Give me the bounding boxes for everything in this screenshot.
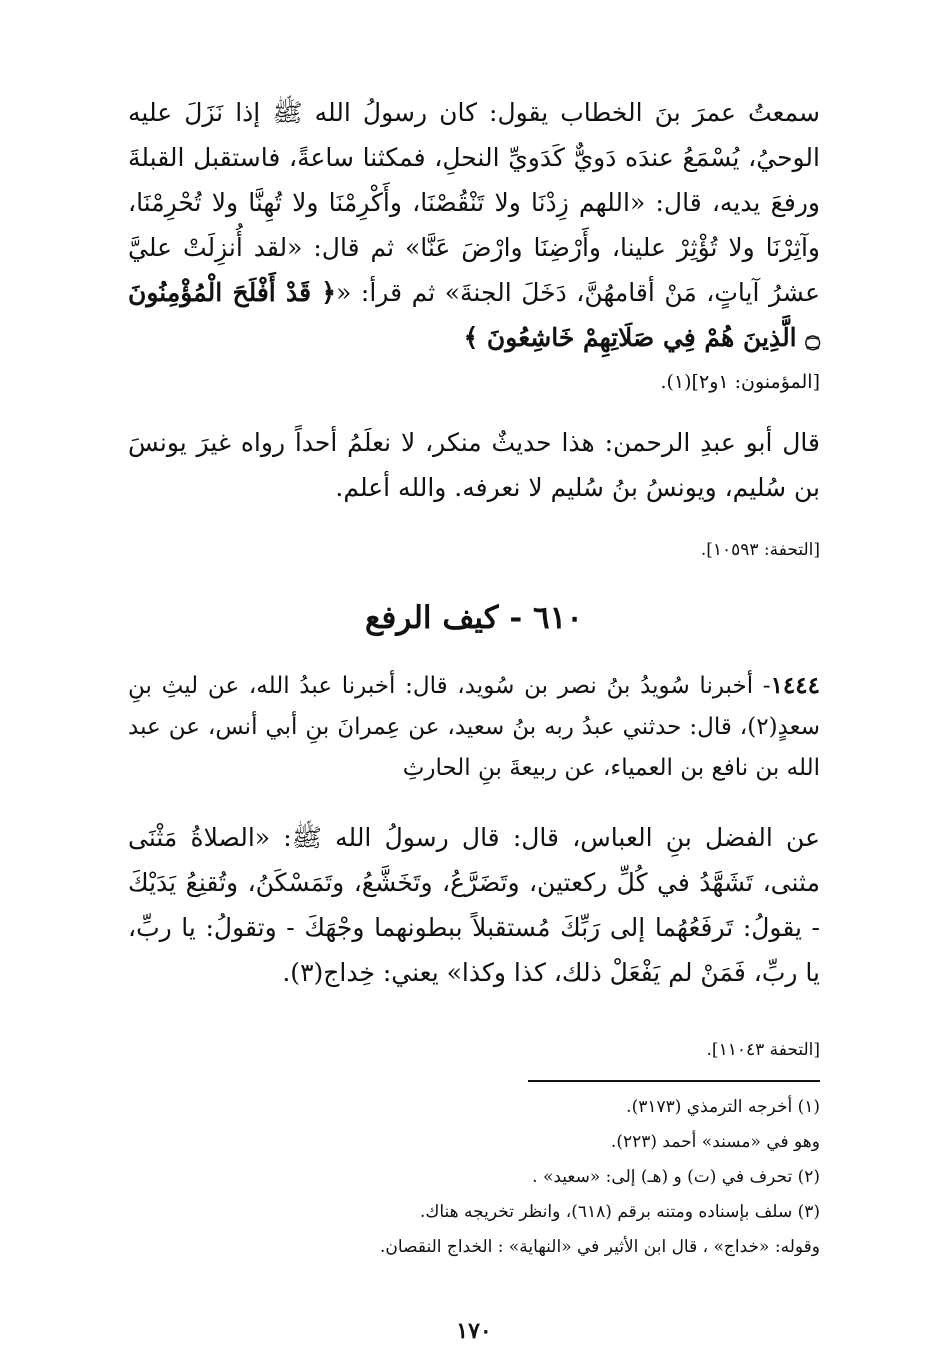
- quran-reference: [المؤمنون: ١و٢]: [691, 371, 820, 393]
- hadith-text-opening: [128, 90, 820, 405]
- footnote-line: (٢) تحرف في (ت) و (هـ) إلى: «سعيد» .: [532, 1167, 820, 1187]
- tuhfa-ref-1-block: [128, 540, 820, 560]
- hadith-isnad-paragraph: [128, 665, 820, 789]
- footnote-line: (١) أخرجه الترمذي (٣١٧٣).: [626, 1097, 820, 1117]
- tuhfa-reference-1: [التحفة: ١٠٥٩٣].: [700, 540, 820, 560]
- hadith-block: [128, 665, 820, 789]
- quran-verse: ﴿ قَدْ أَفْلَحَ الْمُؤْمِنُونَ ۝ الَّذِينَ هُمْ فِي صَلَاتِهِمْ خَاشِعُونَ ﴾: [128, 278, 820, 352]
- footnotes: [128, 1090, 820, 1265]
- footnote-line: وهو في «مسند» أحمد (٢٢٣).: [610, 1132, 820, 1152]
- paragraph-1: [128, 90, 820, 360]
- paragraph-3: عن الفضل بنِ العباس، قال: قال رسولُ الله ﷺ: «الصلاةُ مَثْنَى مثنى، تَشَهَّدُ في كُلِّ ركعتين، وتَضَرَّعُ، وتَخَشَّعُ، وتَمَسْكَنُ، وتُقنِعُ يَدَيْكَ - يقولُ: تَرفَعُهُما إلى رَبِّكَ مُستقبلاً ببطونهما وجْهَكَ - وتقولُ: يا ربِّ، يا ربِّ، فَمَنْ لم يَفْعَلْ ذلك، كذا وكذا» يعني: خِداج(٣).: [128, 823, 820, 987]
- footnote-line: وقوله: «خداج» ، قال ابن الأثير في «النهاية» : الخداج النقصان.: [380, 1237, 820, 1257]
- tuhfa-reference-2: [التحفة ١١٠٤٣].: [706, 1040, 820, 1060]
- page-number: ١٧٠: [456, 1318, 492, 1344]
- hadith-matn-block: [128, 815, 820, 995]
- quran-reference-line: [128, 360, 820, 405]
- paragraph-2: قال أبو عبدِ الرحمن: هذا حديثٌ منكر، لا نعلَمُ أحداً رواه غيرَ يونسَ بن سُليم، ويونسُ بنُ سُليم لا نعرفه. والله أعلم.: [128, 428, 820, 502]
- chapter-heading: ٦١٠ - كيف الرفع: [365, 600, 583, 636]
- footnote-line: (٣) سلف بإسناده ومتنه برقم (٦١٨)، وانظر تخريجه هناك.: [419, 1202, 820, 1222]
- footnote-mark-1: (١).: [660, 371, 692, 393]
- tuhfa-ref-2-block: [128, 1040, 820, 1060]
- hadith-number: ١٤٤٤: [770, 672, 820, 699]
- hadith-isnad: - أخبرنا سُويدُ بنُ نصر بن سُويد، قال: أخبرنا عبدُ الله، عن ليثِ بنِ سعدٍ(٢)، قال: حدثني عبدُ ربه بنُ سعيد، عن عِمرانَ بنِ أبي أنس، عن عبد الله بن نافع بن العمياء، عن ربيعةَ بنِ الحارثِ: [128, 673, 820, 781]
- footnote-separator: [528, 1080, 820, 1082]
- commentary-block: [128, 420, 820, 510]
- paragraph-1-text: سمعتُ عمرَ بنَ الخطاب يقول: كان رسولُ الله ﷺ إذا نَزَلَ عليه الوحيُ، يُسْمَعُ عندَه دَويٌّ كَدَويِّ النحلِ، فمكثنا ساعةً، فاستقبل القبلةَ ورفعَ يديه، قال: «اللهم زِدْنَا ولا تَنْقُصْنَا، وأَكْرِمْنَا ولا تُهِنَّا ولا تُحْرِمْنَا، وآثِرْنَا ولا تُؤْثِرْ علينا، وأَرْضِنَا وارْضَ عَنَّا» ثم قال: «لقد أُنزِلَتْ عليَّ عشرُ آياتٍ، مَنْ أقامهُنَّ، دَخَلَ الجنةَ» ثم قرأ: «: [128, 98, 820, 307]
